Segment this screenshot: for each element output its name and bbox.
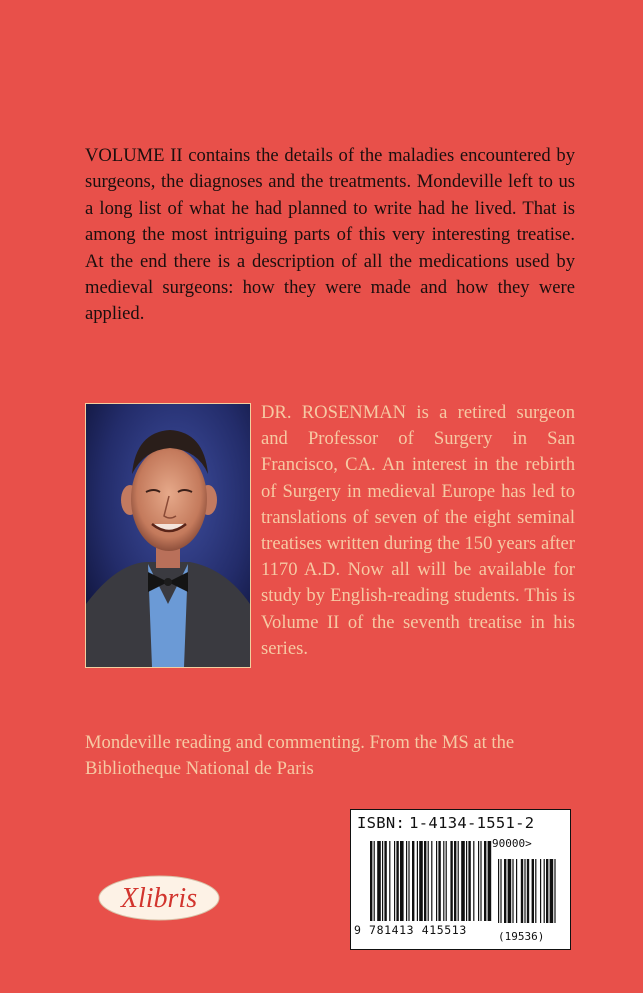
barcode-bar (446, 841, 447, 921)
xlibris-logo-graphic (97, 872, 221, 924)
barcode-bar (384, 841, 386, 921)
addon-bar (500, 859, 501, 923)
barcode-bar (473, 841, 474, 921)
addon-bar (535, 859, 536, 923)
addon-bar (521, 859, 523, 923)
svg-text:Xlibris: Xlibris (120, 883, 198, 914)
barcode-bar (370, 841, 372, 921)
barcode-bar (454, 841, 456, 921)
barcode-bar (400, 841, 404, 921)
author-portrait (85, 403, 251, 668)
barcode-bars (370, 841, 560, 927)
ean-digits: 9 781413 415513 (354, 923, 467, 937)
volume-description: VOLUME II contains the details of the maladies encountered by surgeons, the diagnoses and the treatments. Mondeville left to us a long list of what he had planned to write had he lived. That is among the most intriguing parts of this very interesting treatise. At the end there is a description of all the medications used by medieval surgeons: how they were made and how they were applied. (85, 145, 575, 325)
barcode-bar (438, 841, 440, 921)
author-biography: DR. ROSENMAN is a retired surgeon and Professor of Surgery in San Francisco, CA. An interest in the rebirth of Surgery in medieval Europe has led to translations of seven of the eight seminal treatises written during the 150 years after 1170 A.D. Now all will be available for study by English-reading students. This is Volume II of the seventh treatise in his series. (261, 402, 575, 659)
addon-bar (527, 859, 529, 923)
barcode-bar (396, 841, 398, 921)
barcode-bar (458, 841, 459, 921)
addon-bar (540, 859, 541, 923)
addon-bar (504, 859, 506, 923)
barcode-bar (461, 841, 465, 921)
addon-bar (524, 859, 525, 923)
addon-bar (508, 859, 512, 923)
barcode-bar (412, 841, 414, 921)
barcode-bar (417, 841, 418, 921)
barcode-bar (466, 841, 467, 921)
isbn-label: ISBN: (357, 814, 406, 832)
isbn-number: 1-4134-1551-2 (409, 814, 535, 832)
barcode-bar (377, 841, 381, 921)
addon-bar (498, 859, 499, 923)
cover-caption: Mondeville reading and commenting. From the MS at the Bibliotheque National de Paris (85, 732, 515, 779)
barcode-bar (424, 841, 426, 921)
barcode-bar (450, 841, 452, 921)
addon-bar (550, 859, 554, 923)
addon-bar (512, 859, 513, 923)
barcode-bar (484, 841, 486, 921)
barcode-bar (488, 841, 492, 921)
barcode-bar (468, 841, 470, 921)
author-photo-illustration (86, 404, 250, 667)
barcode-graphic (370, 841, 560, 927)
addon-bar (516, 859, 517, 923)
isbn-line (357, 814, 534, 832)
barcode-bar (443, 841, 444, 921)
addon-bar (532, 859, 534, 923)
barcode-bar (419, 841, 423, 921)
barcode-bar (374, 841, 375, 921)
barcode-bar (408, 841, 409, 921)
addon-bar (544, 859, 545, 923)
price-code: (19536) (498, 930, 545, 943)
barcode-bar (428, 841, 429, 921)
addon-code: 90000> (492, 837, 532, 850)
barcode-bar (431, 841, 432, 921)
barcode-bar (389, 841, 390, 921)
barcode-bar (436, 841, 437, 921)
barcode-bar (480, 841, 481, 921)
barcode-bar (394, 841, 395, 921)
barcode-bar (478, 841, 479, 921)
barcode-bar (406, 841, 407, 921)
addon-bar (546, 859, 548, 923)
isbn-barcode (350, 809, 571, 950)
xlibris-logo (97, 872, 221, 924)
barcode-bar (382, 841, 383, 921)
addon-bar (554, 859, 555, 923)
